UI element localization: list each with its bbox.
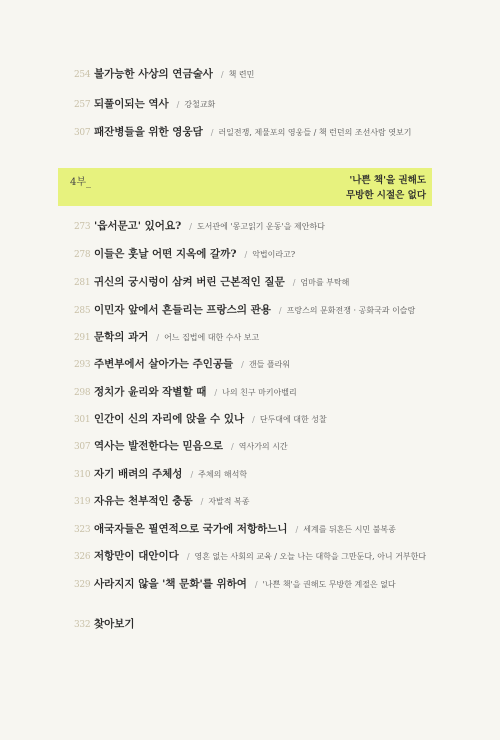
entry-subtitle: / 책 련민 [221, 69, 254, 80]
entry-subtitle: / 세계를 뒤흔든 시민 불복종 [296, 524, 396, 535]
entry-subtitle: / 어느 집법에 대한 수사 보고 [156, 332, 259, 343]
toc-entry-index[interactable] [74, 616, 460, 631]
toc-entry[interactable] [74, 274, 460, 289]
part-title [346, 173, 426, 203]
toc-entry[interactable] [74, 493, 460, 508]
entry-title: 이들은 훗날 어떤 지옥에 갈까? [94, 248, 237, 260]
entry-title: 귀신의 궁시렁이 삼켜 버린 근본적인 질문 [94, 276, 285, 288]
part-title-line: '나쁜 책'을 권해도 [349, 175, 426, 186]
entry-title: 되풀이되는 역사 [94, 98, 169, 110]
entry-subtitle: / 엄마를 부탁해 [293, 277, 350, 288]
entry-subtitle: / 갠들 플라워 [241, 359, 290, 370]
toc-entry[interactable] [74, 548, 460, 563]
toc-entry[interactable] [74, 576, 460, 591]
page-number: 278 [74, 250, 91, 260]
entry-title: 인간이 신의 자리에 앉을 수 있나 [94, 413, 245, 425]
entry-subtitle: / 프랑스의 문화전쟁 · 공화국과 이슬람 [279, 305, 415, 316]
entry-subtitle: / 도서관에 '몽고읽기 운동'을 제안하다 [189, 221, 325, 232]
entry-title: '읍서문고' 있어요? [94, 220, 182, 232]
page-number: 307 [74, 442, 91, 452]
page-number: 332 [74, 620, 91, 630]
page-number: 254 [74, 70, 91, 80]
toc-entry[interactable] [74, 66, 460, 81]
entry-title: 저항만이 대안이다 [94, 550, 179, 562]
page-number: 281 [74, 278, 91, 288]
part-label: 4부_ [70, 177, 92, 188]
page-number: 273 [74, 222, 91, 232]
toc-entry[interactable] [74, 218, 460, 233]
page-number: 310 [74, 470, 91, 480]
toc-entry[interactable] [74, 466, 460, 481]
entry-title: 주변부에서 살아가는 주인공들 [94, 358, 234, 370]
entry-subtitle: / 단두대에 대한 성찰 [252, 414, 327, 425]
entry-title: 불가능한 사상의 연금술사 [94, 68, 213, 80]
page-number: 293 [74, 360, 91, 370]
entry-subtitle: / 강철교화 [177, 99, 216, 110]
toc-entry[interactable] [74, 521, 460, 536]
page-number: 319 [74, 497, 91, 507]
page-number: 298 [74, 388, 91, 398]
page-number: 285 [74, 306, 91, 316]
entry-subtitle: / 러일전쟁, 제물포의 영웅들 / 책 런던의 조선사람 엿보기 [211, 127, 412, 138]
toc-entry[interactable] [74, 96, 460, 111]
entry-subtitle: / 역사가의 시간 [231, 441, 288, 452]
part-title-line: 무방한 시절은 없다 [345, 190, 426, 201]
entry-title: 사라지지 않을 '책 문화'를 위하여 [94, 578, 247, 590]
toc-entry[interactable] [74, 384, 460, 399]
entry-subtitle: / '나쁜 책'을 권해도 무방한 계절은 없다 [255, 579, 396, 590]
page-number: 257 [74, 100, 91, 110]
entry-title: 역사는 발전한다는 믿음으로 [94, 440, 224, 452]
entry-title: 찾아보기 [94, 618, 135, 630]
entry-title: 문학의 과거 [94, 331, 149, 343]
entry-subtitle: / 자발적 복종 [201, 496, 250, 507]
entry-title: 자유는 천부적인 충동 [94, 495, 193, 507]
toc-entry[interactable] [74, 329, 460, 344]
entry-subtitle: / 악법이라고? [245, 249, 296, 260]
toc-entry[interactable] [74, 302, 460, 317]
page-number: 329 [74, 580, 91, 590]
toc-entry[interactable] [74, 246, 460, 261]
toc-entry[interactable] [74, 438, 460, 453]
page-number: 326 [74, 552, 91, 562]
part-banner [58, 168, 432, 206]
entry-title: 정치가 윤리와 작별할 때 [94, 386, 207, 398]
entry-subtitle: / 주체의 해석학 [190, 469, 247, 480]
page-number: 323 [74, 525, 91, 535]
entry-title: 패잔병들을 위한 영웅담 [94, 126, 203, 138]
entry-subtitle: / 영혼 없는 사회의 교육 / 오늘 나는 대학을 그만둔다, 아니 거부한다 [187, 551, 426, 562]
entry-subtitle: / 나의 친구 마키아벨리 [214, 387, 296, 398]
toc-entry[interactable] [74, 124, 460, 139]
entry-title: 애국자들은 필연적으로 국가에 저항하느니 [94, 523, 288, 535]
entry-title: 자기 배려의 주체성 [94, 468, 183, 480]
entry-title: 이민자 앞에서 흔들리는 프랑스의 관용 [94, 304, 271, 316]
page-number: 301 [74, 415, 91, 425]
toc-entry[interactable] [74, 356, 460, 371]
page-number: 307 [74, 128, 91, 138]
page-number: 291 [74, 333, 91, 343]
toc-entry[interactable] [74, 411, 460, 426]
